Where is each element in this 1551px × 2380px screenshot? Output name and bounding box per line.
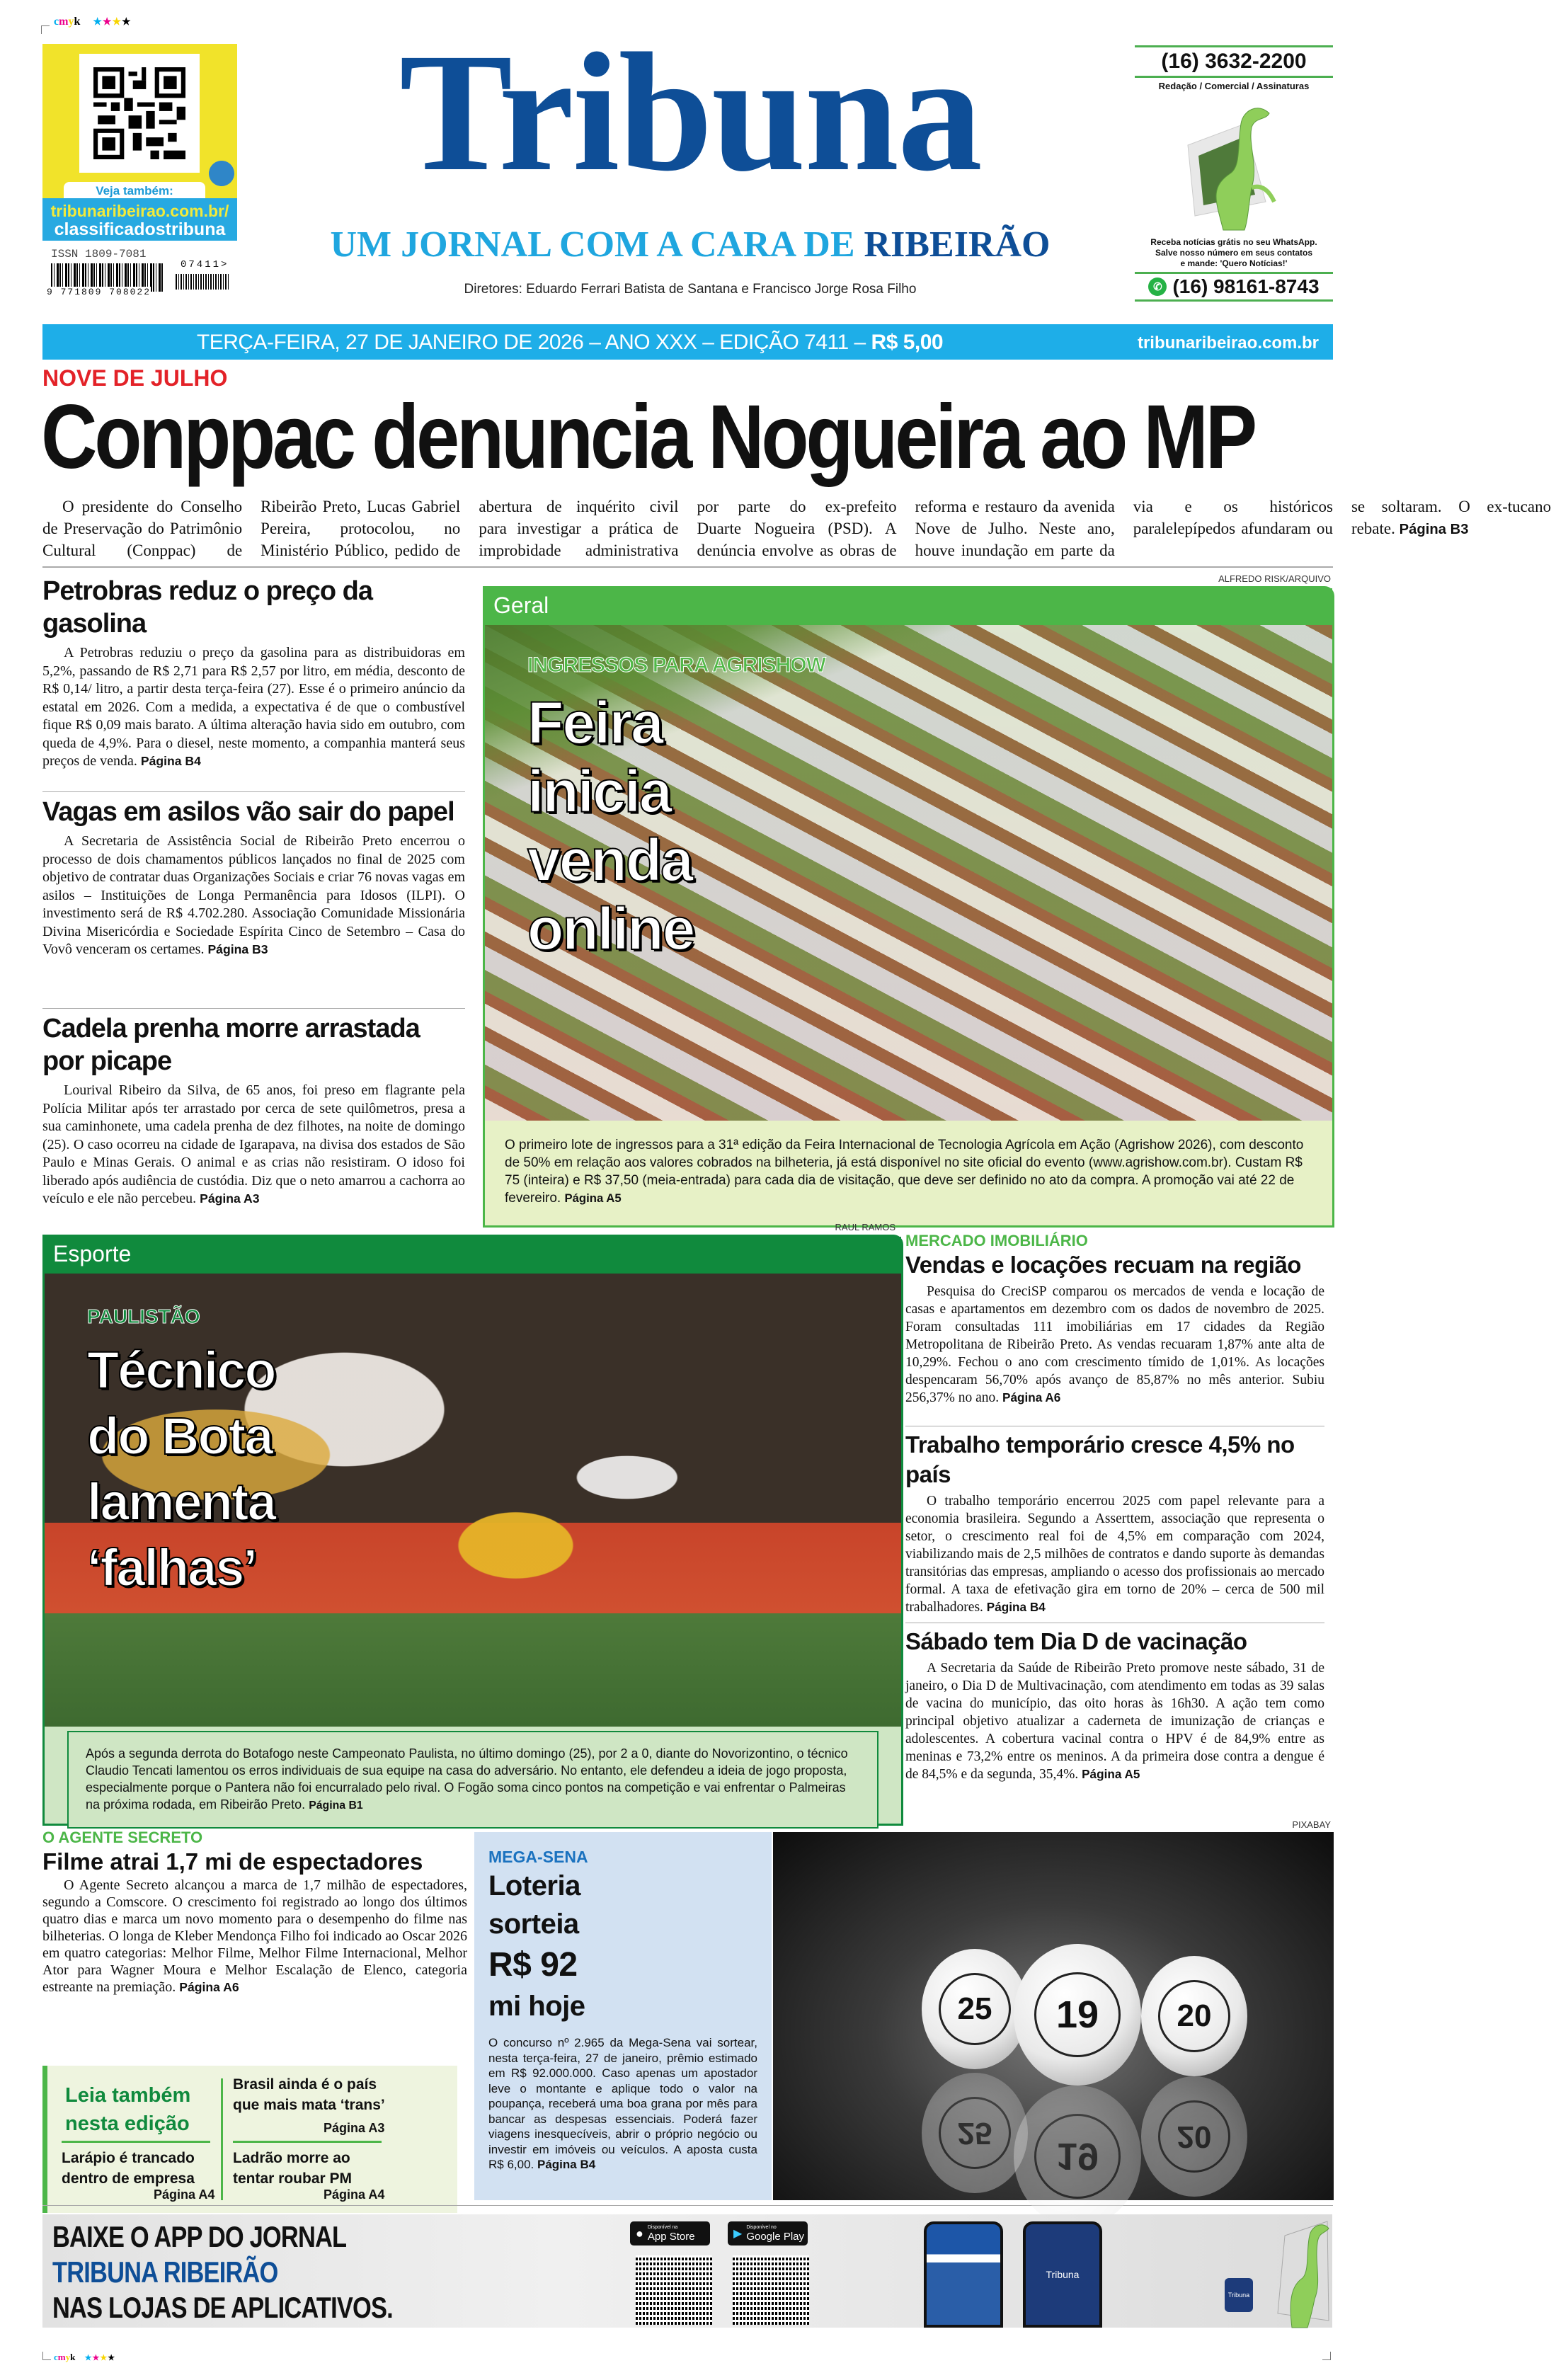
website-link[interactable]: tribunaribeirao.com.br	[1137, 333, 1319, 353]
leia-item[interactable]: Ladrão morre ao tentar roubar PM	[233, 2150, 353, 2187]
pushpin-icon	[204, 156, 239, 190]
story-mercado-imobiliario	[905, 1232, 1324, 1407]
football-match-photo[interactable]	[45, 1274, 901, 1727]
app-store-button[interactable]: ● Disponível na App Store	[630, 2221, 710, 2245]
page-ref[interactable]: Página A3	[200, 1191, 260, 1206]
ball-reflection: 25	[922, 2073, 1028, 2193]
story-body: A Secretaria da Saúde de Ribeirão Preto promove neste sábado, 31 de janeiro, o Dia D de Multivacinação, com atendimento em todas as 39 salas de vacina do município, das oito horas às 16h30. A ação tem como principal objetivo atualizar a caderneta de imunização de crianças e adolescentes. A cobertura vacinal contra o HPV é de 84,9% entre as meninas e 73,2% entre os meninos. A da primeira dose contra a dengue é de 84,5% e da segunda, 35,4%. Página A5	[905, 1661, 1324, 1782]
contact-box	[1135, 45, 1333, 302]
story-headline[interactable]: Loteria sorteia R$ 92 mi hoje	[488, 1870, 585, 2022]
story-body: Lourival Ribeiro da Silva, de 65 anos, foi preso em flagrante pela Polícia Militar após ter arrastado por cerca de sete quilômetros, presa a sua caminhonete, uma cadela prenha de dez filhotes, na noite de domingo (25). O caso ocorreu na cidade de Igarapava, na divisa dos estados de São Paulo e Minas Gerais. O animal e as crias não resistiram. O idoso foi liberado após audiência de custódia. Diz que o neto amarrou a cachorra ao veículo e ele não percebeu. Página A3	[42, 1082, 465, 1206]
leia-tambem-title: Leia também nesta edição	[65, 2084, 191, 2135]
story-trabalho-temporario	[905, 1430, 1324, 1616]
feature-headline[interactable]: Técnico do Bota lamenta ‘falhas’	[87, 1341, 275, 1597]
qr-code[interactable]	[79, 54, 200, 173]
divider	[42, 1008, 465, 1009]
page-ref[interactable]: Página B3	[207, 942, 268, 956]
apple-icon: ●	[636, 2226, 643, 2241]
story-body: O concurso nº 2.965 da Mega-Sena vai sortear, nesta terça-feira, 27 de janeiro, prêmio estimado em R$ 92.000.000. Caso apenas um apostador leve o montante e aplique todo o valor na poupança, receberá uma boa grana por mês para bancar as despesas essenciais. Poderá fazer viagens inesquecíveis, abrir o próprio negócio ou investir em imóveis ou veículos. A aposta custa R$ 6,00. Página B4	[488, 2036, 757, 2171]
edition-code: 07411>	[181, 259, 229, 270]
page-ref[interactable]: Página A6	[1002, 1390, 1061, 1404]
cmyk-mark-bottom: cmyk ★★★★	[54, 2352, 116, 2362]
story-headline[interactable]: Vagas em asilos vão sair do papel	[42, 797, 454, 827]
phone-mockup	[924, 2221, 1003, 2328]
lead-headline[interactable]: Conppac denuncia Nogueira ao MP	[41, 387, 1254, 488]
ball-reflection: 20	[1141, 2076, 1247, 2197]
page-ref[interactable]: Página A6	[179, 1980, 239, 1994]
leia-item[interactable]: Larápio é trancado dentro de empresa	[62, 2150, 195, 2187]
app-download-banner[interactable]	[42, 2214, 1332, 2328]
crop-mark	[42, 2352, 51, 2360]
banner-line: NAS LOJAS DE APLICATIVOS.	[52, 2291, 393, 2324]
banner-line: TRIBUNA RIBEIRÃO	[52, 2255, 278, 2289]
story-mega-sena	[474, 1832, 772, 2200]
story-vacinacao	[905, 1627, 1324, 1783]
divider	[1135, 299, 1333, 302]
dinosaur-mascot-icon	[1271, 2214, 1331, 2328]
veja-tambem-label: Veja também:	[64, 182, 205, 200]
leia-tambem-box	[42, 2066, 457, 2213]
date-bar	[42, 324, 1333, 360]
divider	[221, 2078, 223, 2200]
qr-code-icon	[93, 67, 185, 159]
geral-feature	[483, 586, 1334, 1228]
classificados-link[interactable]: tribunaribeirao.com.br/ classificadostribuna	[42, 198, 237, 241]
newspaper-logo[interactable]: Tribuna	[399, 18, 981, 206]
lottery-balls-photo[interactable]	[773, 1832, 1334, 2200]
barcode-number: 9 771809 708022	[47, 287, 151, 297]
esporte-feature	[42, 1235, 903, 1826]
story-cadela	[42, 1012, 465, 1208]
whatsapp-phone[interactable]: ✆ (16) 98161-8743	[1135, 274, 1333, 299]
google-play-qr-code[interactable]	[733, 2255, 809, 2325]
story-kicker: MERCADO IMOBILIÁRIO	[905, 1232, 1088, 1249]
divider	[42, 791, 465, 792]
issn: ISSN 1809-7081	[51, 248, 147, 261]
feature-kicker: INGRESSOS PARA AGRISHOW	[527, 653, 825, 677]
tagline: UM JORNAL COM A CARA DE RIBEIRÃO	[330, 224, 1051, 265]
story-asilos	[42, 796, 465, 959]
story-headline[interactable]: Cadela prenha morre arrastada por picape	[42, 1014, 420, 1076]
page-ref[interactable]: Página A5	[564, 1191, 622, 1205]
crop-mark	[1322, 2352, 1331, 2360]
newsroom-phone[interactable]: (16) 3632-2200	[1161, 50, 1307, 73]
banner-line: BAIXE O APP DO JORNAL	[52, 2220, 347, 2253]
photo-credit: RAUL RAMOS	[835, 1222, 895, 1232]
whatsapp-instructions: Receba notícias grátis no seu WhatsApp. Salve nosso número em seus contatos e mande: 'Quero Notícias!'	[1150, 237, 1317, 268]
page-ref[interactable]: Página A3	[324, 2121, 385, 2135]
lottery-ball-icon: 20	[1141, 1956, 1247, 2076]
section-tab-geral[interactable]: Geral	[485, 588, 1332, 625]
page-ref[interactable]: Página B4	[537, 2158, 596, 2171]
phone-mockup: Tribuna	[1023, 2221, 1102, 2328]
story-agente-secreto	[42, 1829, 467, 1996]
divider	[62, 2141, 210, 2143]
story-body: A Petrobras reduziu o preço da gasolina para as distribuidoras em 5,2%, passando de R$ 2,71 para R$ 2,57 por litro, em média, desconto de R$ 0,14/ litro, a partir desta terça-feira (27). Esse é o primeiro anúncio da estatal em 2026. Com a medida, a expectativa é de que o combustível fique R$ 0,09 mais barato. A última alteração havia sido em outubro, com queda de 4,9%. Para o diesel, neste momento, a companhia manterá seus preços de venda. Página B4	[42, 645, 465, 769]
story-kicker: MEGA-SENA	[488, 1848, 588, 1866]
photo-credit: PIXABAY	[1292, 1819, 1331, 1830]
page-ref[interactable]: Página B4	[986, 1600, 1046, 1614]
story-body: O Agente Secreto alcançou a marca de 1,7 milhão de espectadores, segundo a Comscore. O crescimento foi registrado ao longo dos últimos quatro dias e marca um novo momento para o desempenho do filme nas bilheterias. O longa de Kleber Mendonça Filho foi indicado ao Oscar 2026 em quatro categorias: Melhor Filme, Melhor Filme Internacional, Melhor Ator para Wagner Moura e Melhor Escalação de Elenco, categoria estreante na premiação. Página A6	[42, 1877, 467, 1995]
page-ref[interactable]: Página A5	[1082, 1767, 1140, 1781]
app-store-qr-code[interactable]	[636, 2255, 712, 2325]
edition-date: TERÇA-FEIRA, 27 DE JANEIRO DE 2026 – ANO XXX – EDIÇÃO 7411 – R$ 5,00	[196, 331, 944, 354]
lottery-ball-icon: 19	[1014, 1944, 1141, 2086]
agrishow-aerial-photo[interactable]	[485, 625, 1332, 1121]
page-ref[interactable]: Página A4	[154, 2187, 215, 2202]
divider	[42, 2205, 1333, 2206]
google-play-button[interactable]: ▶ Disponível no Google Play	[728, 2221, 808, 2245]
story-body: Pesquisa do CreciSP comparou os mercados de venda e locação de casas e apartamentos em dezembro com os dados de novembro de 2025. Foram consultadas 111 imobiliárias em 17 cidades da Região Metropolitana de Ribeirão Preto. As vendas recuaram 1,87% ante alta de 10,29%. Fechou o ano com crescimento tímido de 1,01%. As locações despencaram 56,70% após avanço de 85,87% no mês anterior. Subiu 256,37% no ano. Página A6	[905, 1284, 1324, 1405]
page-ref[interactable]: Página B4	[140, 754, 201, 768]
dinosaur-mascot-icon	[1181, 96, 1287, 237]
feature-headline[interactable]: Feira inicia venda online	[527, 690, 694, 962]
story-headline[interactable]: Petrobras reduz o preço da gasolina	[42, 576, 373, 639]
page-ref[interactable]: Página B3	[1399, 522, 1469, 537]
section-tab-esporte[interactable]: Esporte	[45, 1237, 901, 1274]
story-headline[interactable]: Sábado tem Dia D de vacinação	[905, 1628, 1247, 1654]
feature-caption: O primeiro lote de ingressos para a 31ª edição da Feira Internacional de Tecnologia Agrícola em Ação (Agrishow 2026), com desconto de 50% em relação aos valores cobrados na bilheteria, já está disponível no site oficial do evento (www.agrishow.com.br). Custam R$ 75 (inteira) e R$ 37,50 (meia-entrada) para cada dia de visitação, que deve ser definido no ato da compra. A promoção vai até 22 de fevereiro. Página A5	[505, 1138, 1304, 1206]
edition-price: R$ 5,00	[871, 331, 944, 354]
app-icon: Tribuna	[1225, 2278, 1253, 2312]
leia-item[interactable]: Brasil ainda é o país que mais mata ‘trans’	[233, 2076, 385, 2113]
story-headline[interactable]: Trabalho temporário cresce 4,5% no país	[905, 1431, 1295, 1487]
directors-line: Diretores: Eduardo Ferrari Batista de Santana e Francisco Jorge Rosa Filho	[464, 282, 917, 297]
feature-kicker: PAULISTÃO	[87, 1305, 200, 1327]
story-kicker: O AGENTE SECRETO	[42, 1829, 203, 1846]
story-petrobras	[42, 575, 465, 771]
whatsapp-icon: ✆	[1148, 278, 1167, 296]
classificados-qr-promo[interactable]	[42, 44, 237, 241]
google-play-icon: ▶	[733, 2228, 743, 2240]
registration-stars: ★★★★	[93, 17, 132, 28]
story-headline[interactable]: Filme atrai 1,7 mi de espectadores	[42, 1848, 423, 1875]
page-ref[interactable]: Página B1	[309, 1800, 363, 1812]
divider	[42, 566, 1333, 568]
cmyk-mark-top: cmyk ★★★★	[54, 16, 132, 28]
story-body: O trabalho temporário encerrou 2025 com papel relevante para a economia brasileira. Segundo a Asserttem, associação que representa o setor, o crescimento real foi de 4,5% em comparação com 2024, viabilizando mais de 2,5 milhões de contratos e dando suporte às demandas transitórias das empresas, ampliando o acesso dos profissionais ao mercado formal. A taxa de efetivação gira em torno de 20% – cerca de 500 mil trabalhadores. Página B4	[905, 1494, 1324, 1615]
ball-reflection: 19	[1014, 2086, 1141, 2227]
edition-barcode	[176, 274, 229, 290]
divider	[233, 2141, 382, 2143]
lead-kicker: NOVE DE JULHO	[42, 365, 228, 391]
feature-caption: Após a segunda derrota do Botafogo neste Campeonato Paulista, no último domingo (25), por 2 a 0, diante do Novorizontino, o técnico Claudio Tencati lamentou os erros individuais de sua equipe na casa do adversário. No entanto, ele defendeu a ideia de jogo proposta, especialmente porque o Pantera não foi encurralado pelo rival. O Fogão soma cinco pontos na competição e vai enfrentar o Palmeiras na próxima rodada, em Ribeirão Preto. Página B1	[67, 1731, 878, 1829]
lead-body: O presidente do Conselho de Preservação do Patrimônio Cultural (Conppac) de Ribeirão Preto, Lucas Gabriel Pereira, protocolou, no Ministério Público, pedido de abertura de inquérito civil para investigar a prática de improbidade administrativa por parte do ex-prefeito Duarte Nogueira (PSD). A denúncia envolve as obras de reforma e restauro da avenida Nove de Julho. Neste ano, houve inundação em parte da via e os históricos paralelepípedos afundaram ou se soltaram. O ex-tucano rebate. Página B3	[42, 498, 1551, 559]
photo-credit: ALFREDO RISK/ARQUIVO	[1218, 573, 1331, 584]
story-headline[interactable]: Vendas e locações recuam na região	[905, 1252, 1301, 1278]
lottery-ball-icon: 25	[922, 1949, 1028, 2069]
contact-departments: Redação / Comercial / Assinaturas	[1158, 81, 1310, 91]
page-ref[interactable]: Página A4	[324, 2187, 385, 2202]
story-body: A Secretaria de Assistência Social de Ribeirão Preto encerrou o processo de dois chamamentos públicos lançados no final de 2025 com objetivo de contratar duas Organizações Sociais e criar 76 novas vagas em asilos – Instituições de Longa Permanência para Idosos (ILPI). O investimento será de R$ 4.702.280. Associação Comunidade Missionária Divina Misericórdia e Sociedade Espírita Cinco de Setembro – Casa do Vovô venceram os certames. Página B3	[42, 833, 465, 957]
crop-mark	[41, 25, 50, 34]
